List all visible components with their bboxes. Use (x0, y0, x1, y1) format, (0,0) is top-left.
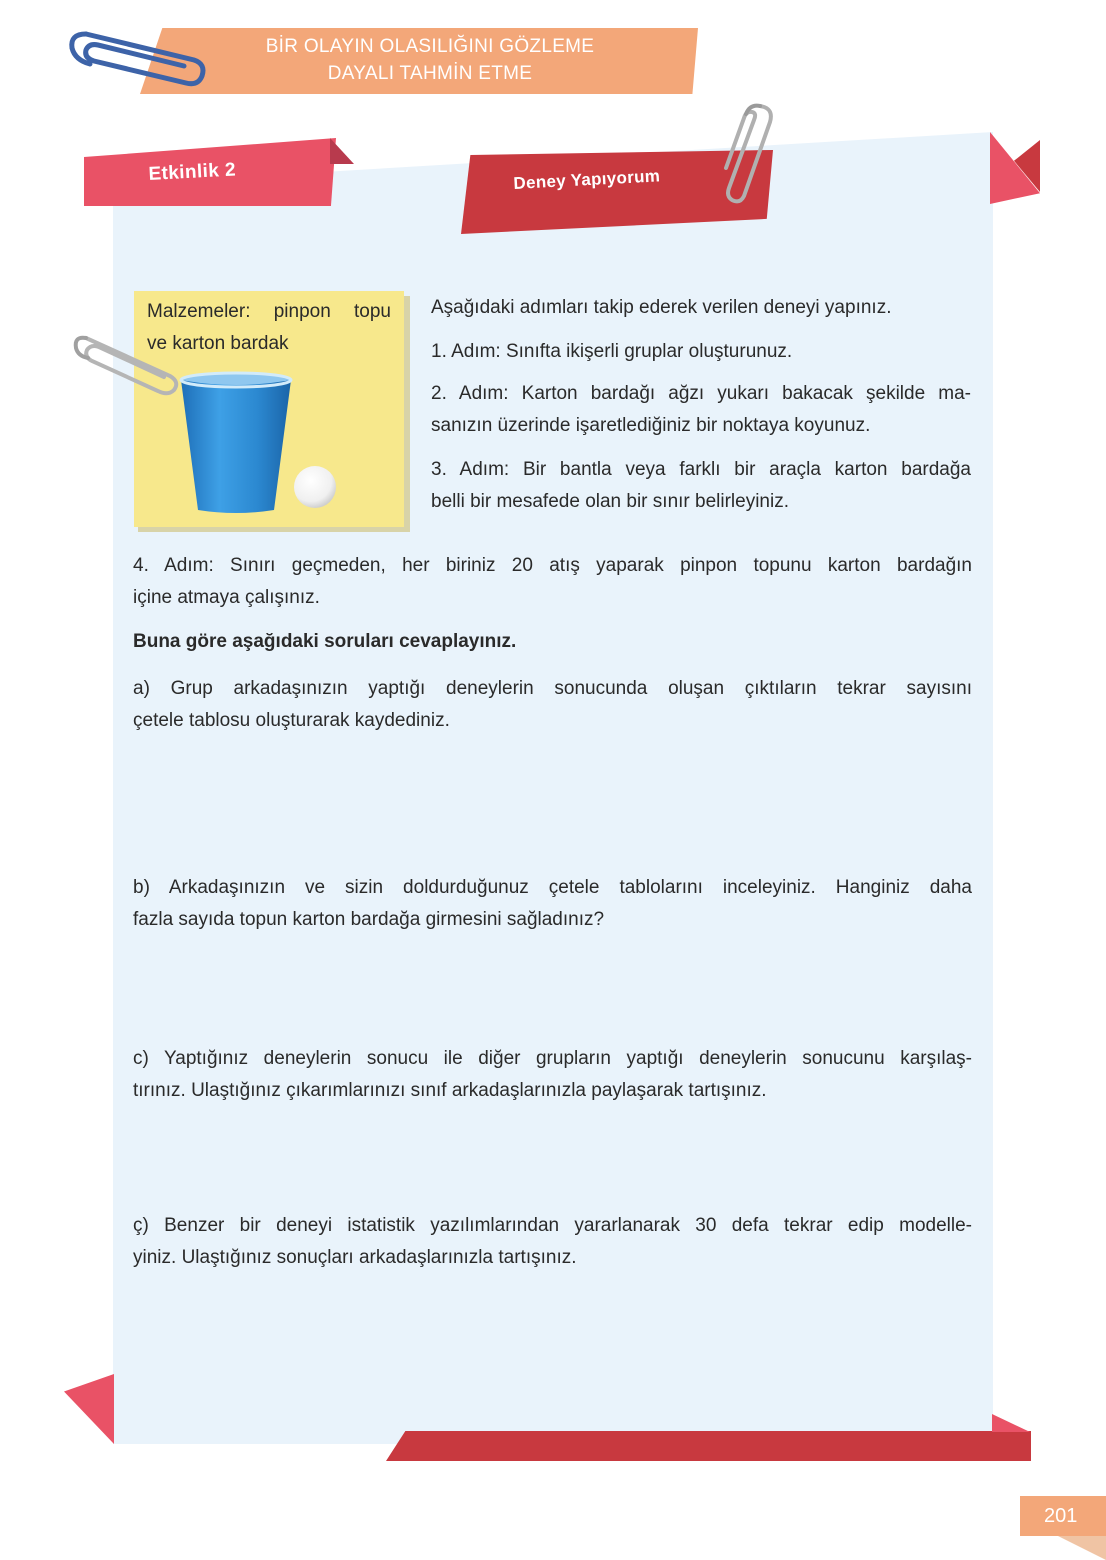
paperclip-icon (720, 98, 780, 208)
header-title-line1: BİR OLAYIN OLASILIĞINI GÖZLEME (265, 36, 595, 57)
step-2-line1: 2. Adım: Karton bardağı ağzı yukarı bakacak şekilde ma- (431, 383, 971, 404)
step-2-line2: sanızın üzerinde işaretlediğiniz bir noktaya koyunuz. (431, 415, 871, 436)
page-number: 201 (1020, 1496, 1106, 1536)
question-b-line2: fazla sayıda topun karton bardağa girmesini sağladınız? (133, 909, 605, 930)
materials-line2: ve karton bardak (147, 333, 289, 354)
bottom-ribbon-fold (992, 1414, 1030, 1432)
paperclip-icon (66, 26, 216, 96)
instruction-heading: Buna göre aşağıdaki soruları cevaplayınız. (133, 631, 517, 652)
page-number-tab (1058, 1536, 1106, 1560)
paper-cup-icon (178, 370, 298, 516)
intro-text: Aşağıdaki adımları takip ederek verilen deneyi yapınız. (431, 297, 892, 318)
header-title-line2: DAYALI TAHMİN ETME (327, 63, 533, 84)
step-4-line1: 4. Adım: Sınırı geçmeden, her biriniz 20 atış yaparak pinpon topunu karton bardağın (133, 555, 972, 576)
step-1: 1. Adım: Sınıfta ikişerli gruplar oluşturunuz. (431, 341, 793, 362)
step-3-line2: belli bir mesafede olan bir sınır belirleyiniz. (431, 491, 789, 512)
pingpong-ball-icon (292, 464, 338, 510)
question-a-line1: a) Grup arkadaşınızın yaptığı deneylerin sonucunda oluşan çıktıların tekrar sayısını (133, 678, 972, 699)
question-b-line1: b) Arkadaşınızın ve sizin doldurduğunuz çetele tablolarını inceleyiniz. Hanginiz daha (133, 877, 972, 898)
activity-label: Etkinlik 2 (148, 159, 237, 185)
bottom-ribbon (386, 1431, 1031, 1461)
question-a-line2: çetele tablosu oluşturarak kaydediniz. (133, 710, 450, 731)
step-3-line1: 3. Adım: Bir bantla veya farklı bir araçla karton bardağa (431, 459, 971, 480)
corner-ribbon-bottom-left (64, 1374, 114, 1444)
materials-line1: Malzemeler: pinpon topu (147, 301, 391, 322)
paperclip-icon (72, 330, 184, 396)
question-cc-line1: ç) Benzer bir deneyi istatistik yazılımlarından yararlanarak 30 defa tekrar edip modelle- (133, 1215, 972, 1236)
section-label: Deney Yapıyorum (513, 166, 661, 193)
header-title (160, 33, 700, 87)
question-c-line1: c) Yaptığınız deneylerin sonucu ile diğer grupların yaptığı deneylerin sonucunu karşılaş- (133, 1048, 972, 1069)
question-c-line2: tırınız. Ulaştığınız çıkarımlarınızı sınıf arkadaşlarınızla paylaşarak tartışınız. (133, 1080, 767, 1101)
step-4-line2: içine atmaya çalışınız. (133, 587, 320, 608)
question-cc-line2: yiniz. Ulaştığınız sonuçları arkadaşlarınızla tartışınız. (133, 1247, 577, 1268)
